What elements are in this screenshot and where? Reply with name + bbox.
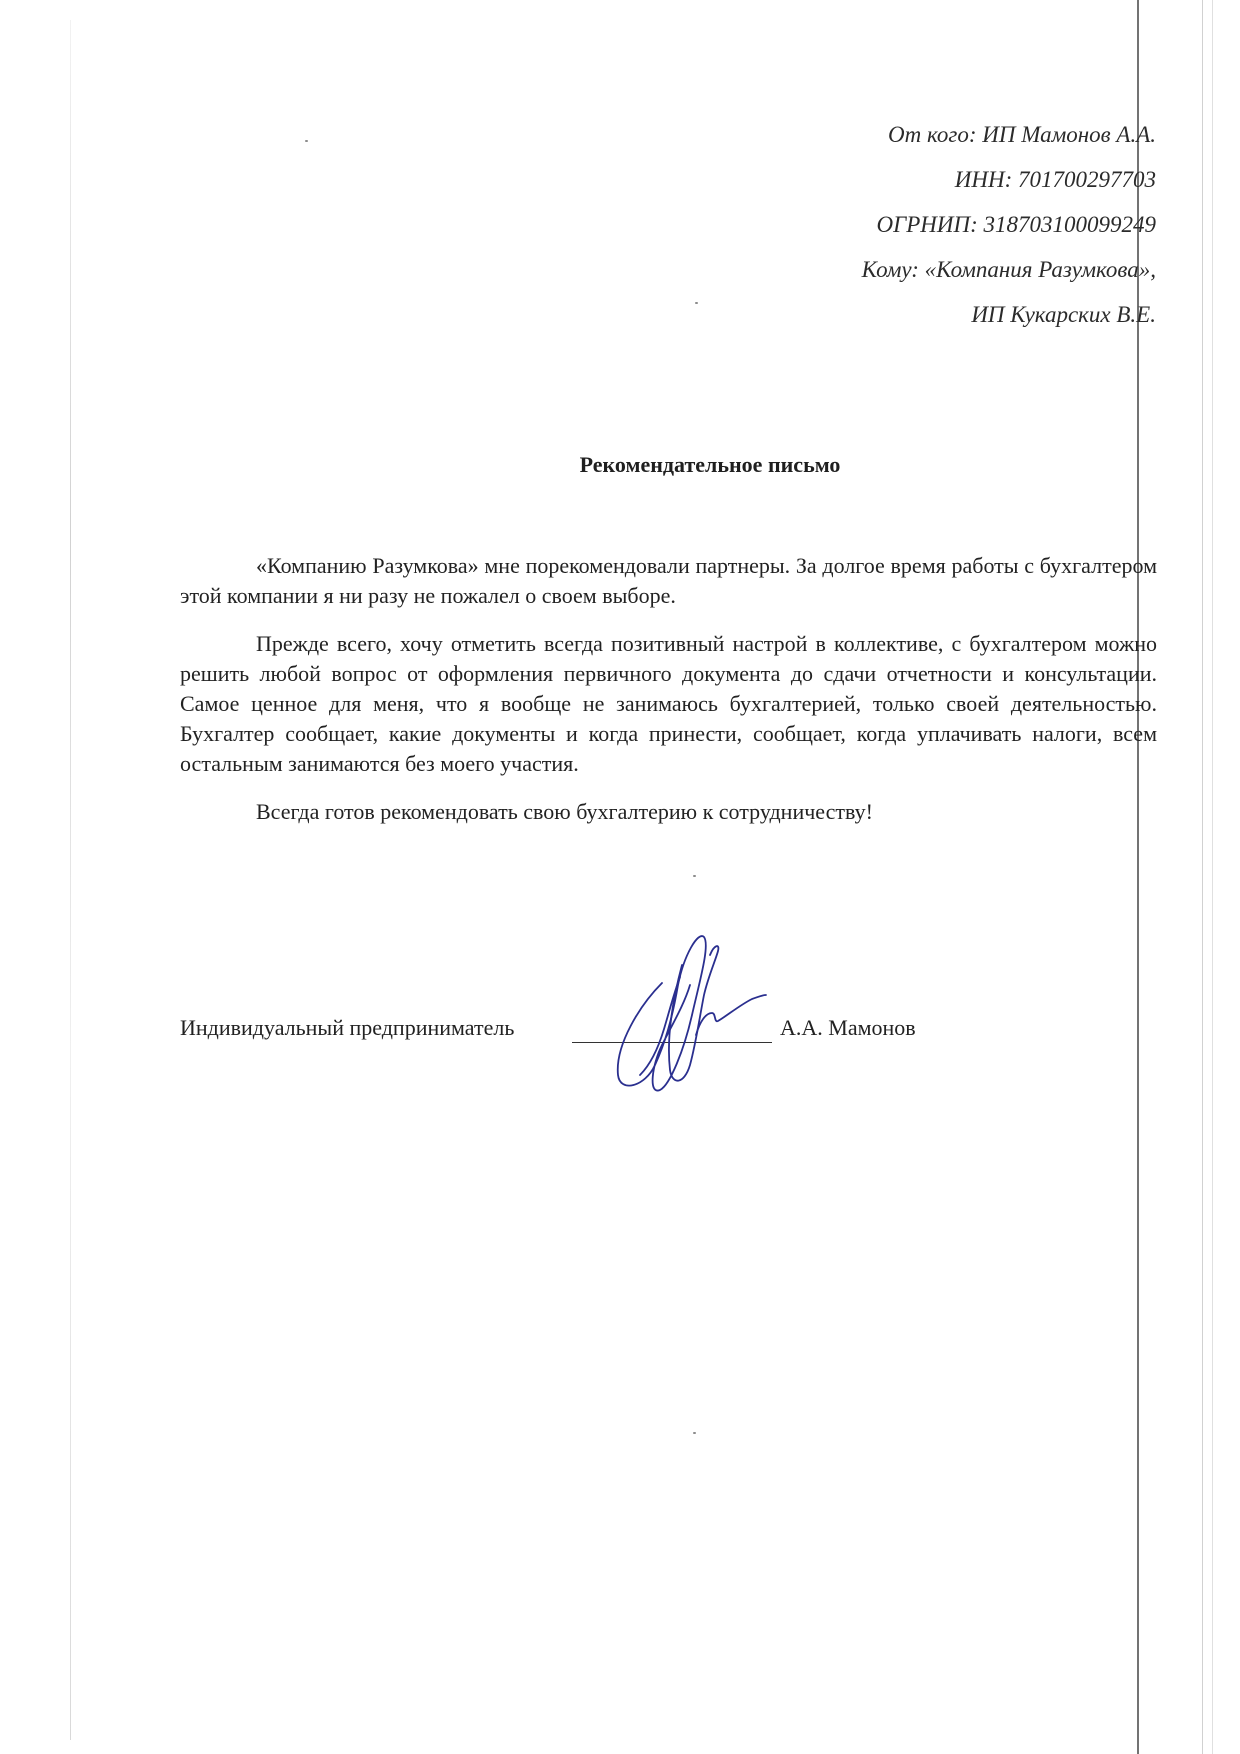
header-from: От кого: ИП Мамонов А.А. (888, 122, 1156, 147)
letter-title: Рекомендательное письмо (579, 452, 841, 477)
header-block (862, 112, 1156, 337)
header-ogrnip: ОГРНИП: 318703100099249 (876, 212, 1156, 237)
paragraph: Всегда готов рекомендовать свою бухгалтерию к сотрудничеству! (256, 799, 873, 824)
paragraph: Прежде всего, хочу отметить всегда позитивный настрой в коллективе, с бухгалтером можно решить любой вопрос от оформления первичного документа до сдачи отчетности и консультации. Самое ценное для меня, что я вообще не занимаюсь бухгалтерией, только своей деятельностью. Бухгалтер сообщает, какие документы и когда принести, сообщает, когда уплачивать налоги, всем остальным занимаются без моего участия. (180, 631, 1157, 776)
signature-stroke (640, 977, 680, 1075)
signer-name: А.А. Мамонов (780, 1015, 916, 1040)
paragraph: «Компанию Разумкова» мне порекомендовали партнеры. За долгое время работы с бухгалтером этой компании я ни разу не пожалел о своем выборе. (180, 553, 1157, 608)
signature-stroke (696, 995, 766, 1035)
scan-speck (695, 302, 698, 304)
scan-edge-left (70, 20, 71, 1740)
scan-speck (305, 140, 308, 142)
scan-edge-right-outer (1212, 0, 1213, 1754)
header-to: Кому: «Компания Разумкова», (861, 257, 1156, 282)
handwritten-signature (600, 925, 770, 1100)
header-to-ip: ИП Кукарских В.Е. (971, 302, 1156, 327)
scan-speck (693, 1432, 696, 1434)
signer-role: Индивидуальный предприниматель (180, 1015, 515, 1040)
scan-speck (693, 875, 696, 877)
letter-body (180, 551, 1157, 845)
scan-edge-right (1202, 0, 1203, 1754)
signature-stroke (618, 936, 706, 1090)
header-inn: ИНН: 701700297703 (954, 167, 1156, 192)
